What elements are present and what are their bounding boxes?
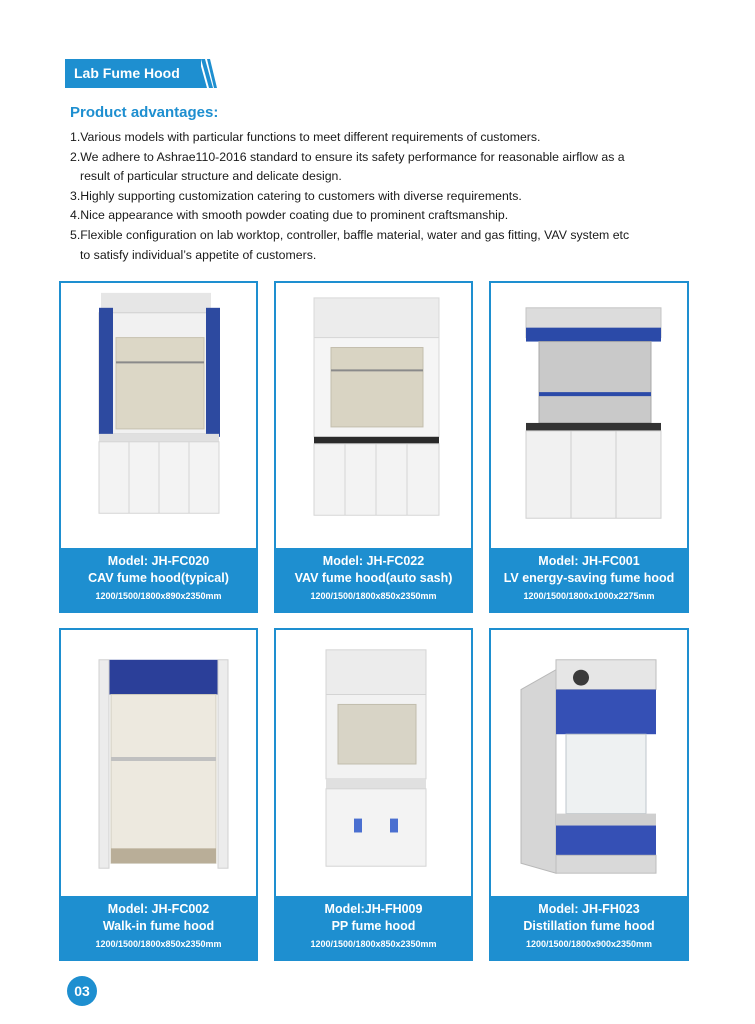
product-card-jh-fc002 [59,628,258,961]
product-model: Model: JH-FC002 [107,902,210,916]
product-type: Walk-in fume hood [102,919,215,933]
product-dims: 1200/1500/1800x900x2350mm [525,939,653,949]
product-caption [276,548,471,611]
advantage-item-1: 1.Various models with particular functions to meet different requirements of customers. [70,130,541,144]
product-type: CAV fume hood(typical) [88,571,229,585]
product-type: LV energy-saving fume hood [503,571,675,585]
product-dims: 1200/1500/1800x850x2350mm [95,939,222,949]
product-model: Model:JH-FH009 [324,902,423,916]
product-dims: 1200/1500/1800x890x2350mm [95,591,222,601]
product-dims: 1200/1500/1800x1000x2275mm [523,591,655,601]
product-model: Model: JH-FC022 [322,554,425,568]
advantages-list [70,128,710,265]
product-caption [61,896,256,959]
section-tag [65,59,215,88]
product-type: Distillation fume hood [523,919,655,933]
product-card-jh-fh023 [489,628,689,961]
product-dims: 1200/1500/1800x850x2350mm [310,591,437,601]
product-type: PP fume hood [331,919,416,933]
page-number: 03 [67,976,97,1006]
product-caption [491,548,687,611]
advantage-item-2: 2.We adhere to Ashrae110-2016 standard to ensure its safety performance for reasonable airflow as a result of particular structure and delicate design. [70,149,625,184]
product-caption [61,548,256,611]
product-image-jh-fc001 [491,283,687,548]
product-model: Model: JH-FC001 [538,554,640,568]
product-image-jh-fc002 [61,630,256,896]
product-type: VAV fume hood(auto sash) [294,571,453,585]
stripes-icon [193,59,217,88]
advantages-title: Product advantages: [70,104,219,121]
product-card-jh-fc020 [59,281,258,613]
product-card-jh-fc001 [489,281,689,613]
product-model: Model: JH-FH023 [538,902,640,916]
section-tag-label: Lab Fume Hood [74,65,180,81]
product-dims: 1200/1500/1800x850x2350mm [310,939,437,949]
advantage-item-3: 3.Highly supporting customization catering to customers with diverse requirements. [70,188,522,203]
product-image-jh-fc022 [276,283,471,548]
product-caption [276,896,471,959]
product-card-jh-fc022 [274,281,473,613]
product-image-jh-fh009 [276,630,471,896]
product-card-jh-fh009 [274,628,473,961]
product-image-jh-fc020 [61,283,256,548]
product-caption [491,896,687,959]
product-model: Model: JH-FC020 [107,554,210,568]
advantage-item-5: 5.Flexible configuration on lab worktop, controller, baffle material, water and gas fitting, VAV system etc to satisfy individual’s appetite of customers. [70,227,630,262]
product-image-jh-fh023 [491,630,687,896]
advantage-item-4: 4.Nice appearance with smooth powder coating due to prominent craftsmanship. [70,208,509,223]
